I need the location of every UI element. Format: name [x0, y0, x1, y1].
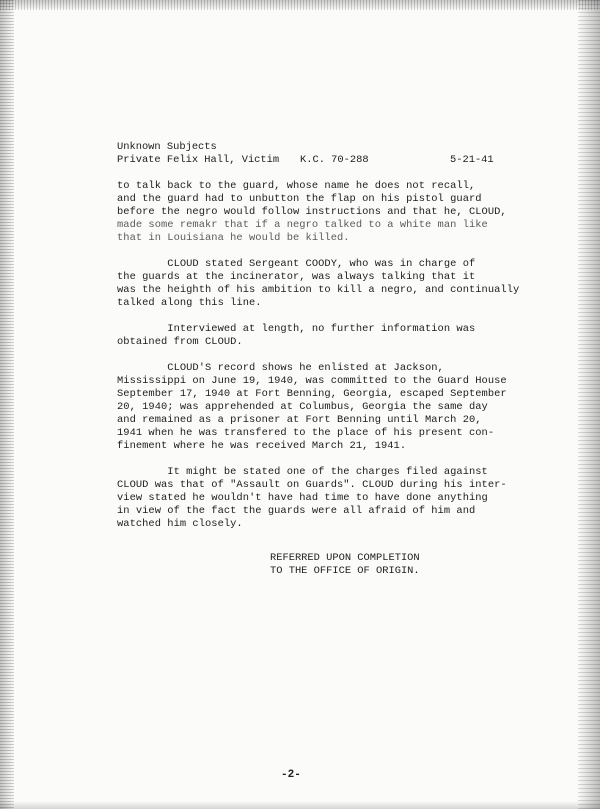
paragraph-line: 1941 when he was transfered to the place of his present con-	[117, 427, 495, 439]
scan-edge-top	[0, 0, 600, 10]
paragraph-line: Interviewed at length, no further information was	[117, 323, 476, 335]
paragraph-line: CLOUD was that of "Assault on Guards". CLOUD during his inter-	[117, 479, 507, 491]
paragraph-line: Mississippi on June 19, 1940, was committed to the Guard House	[117, 375, 507, 387]
paragraph-line: made some remakr that if a negro talked to a white man like	[117, 219, 488, 231]
page-number: -2-	[281, 769, 301, 781]
scan-edge-right	[578, 0, 600, 809]
referral-line-2: TO THE OFFICE OF ORIGIN.	[270, 565, 420, 577]
paragraph-line: the guards at the incinerator, was always talking that it	[117, 271, 476, 283]
header-victim-line: Private Felix Hall, Victim	[117, 154, 280, 166]
paragraph-line: CLOUD'S record shows he enlisted at Jackson,	[117, 362, 444, 374]
paragraph-line: was the heighth of his ambition to kill a negro, and continually	[117, 284, 520, 296]
paragraph-line: and the guard had to unbutton the flap on his pistol guard	[117, 193, 482, 205]
paragraph-line: obtained from CLOUD.	[117, 336, 243, 348]
referral-line-1: REFERRED UPON COMPLETION	[270, 552, 420, 564]
paragraph-line: before the negro would follow instructions and that he, CLOUD,	[117, 206, 507, 218]
header-date: 5-21-41	[450, 154, 494, 166]
paragraph-line: watched him closely.	[117, 518, 243, 530]
paragraph-line: September 17, 1940 at Fort Benning, Georgia, escaped September	[117, 388, 507, 400]
scan-edge-bottom	[0, 801, 600, 809]
paragraph-line: in view of the fact the guards were all afraid of him and	[117, 505, 476, 517]
paragraph-line: to talk back to the guard, whose name he does not recall,	[117, 180, 476, 192]
paragraph-line: CLOUD stated Sergeant COODY, who was in charge of	[117, 258, 476, 270]
header-file-number: K.C. 70-288	[300, 154, 369, 166]
paragraph-line: and remained as a prisoner at Fort Benning until March 20,	[117, 414, 482, 426]
paragraph-line: view stated he wouldn't have had time to have done anything	[117, 492, 488, 504]
paragraph-line: 20, 1940; was apprehended at Columbus, Georgia the same day	[117, 401, 488, 413]
paragraph-line: It might be stated one of the charges filed against	[117, 466, 488, 478]
paragraph-line: finement where he was received March 21, 1941.	[117, 440, 407, 452]
paragraph-line: talked along this line.	[117, 297, 262, 309]
paragraph-line: that in Louisiana he would be killed.	[117, 232, 350, 244]
header-subject-line: Unknown Subjects	[117, 141, 217, 153]
scan-edge-left	[0, 0, 14, 809]
